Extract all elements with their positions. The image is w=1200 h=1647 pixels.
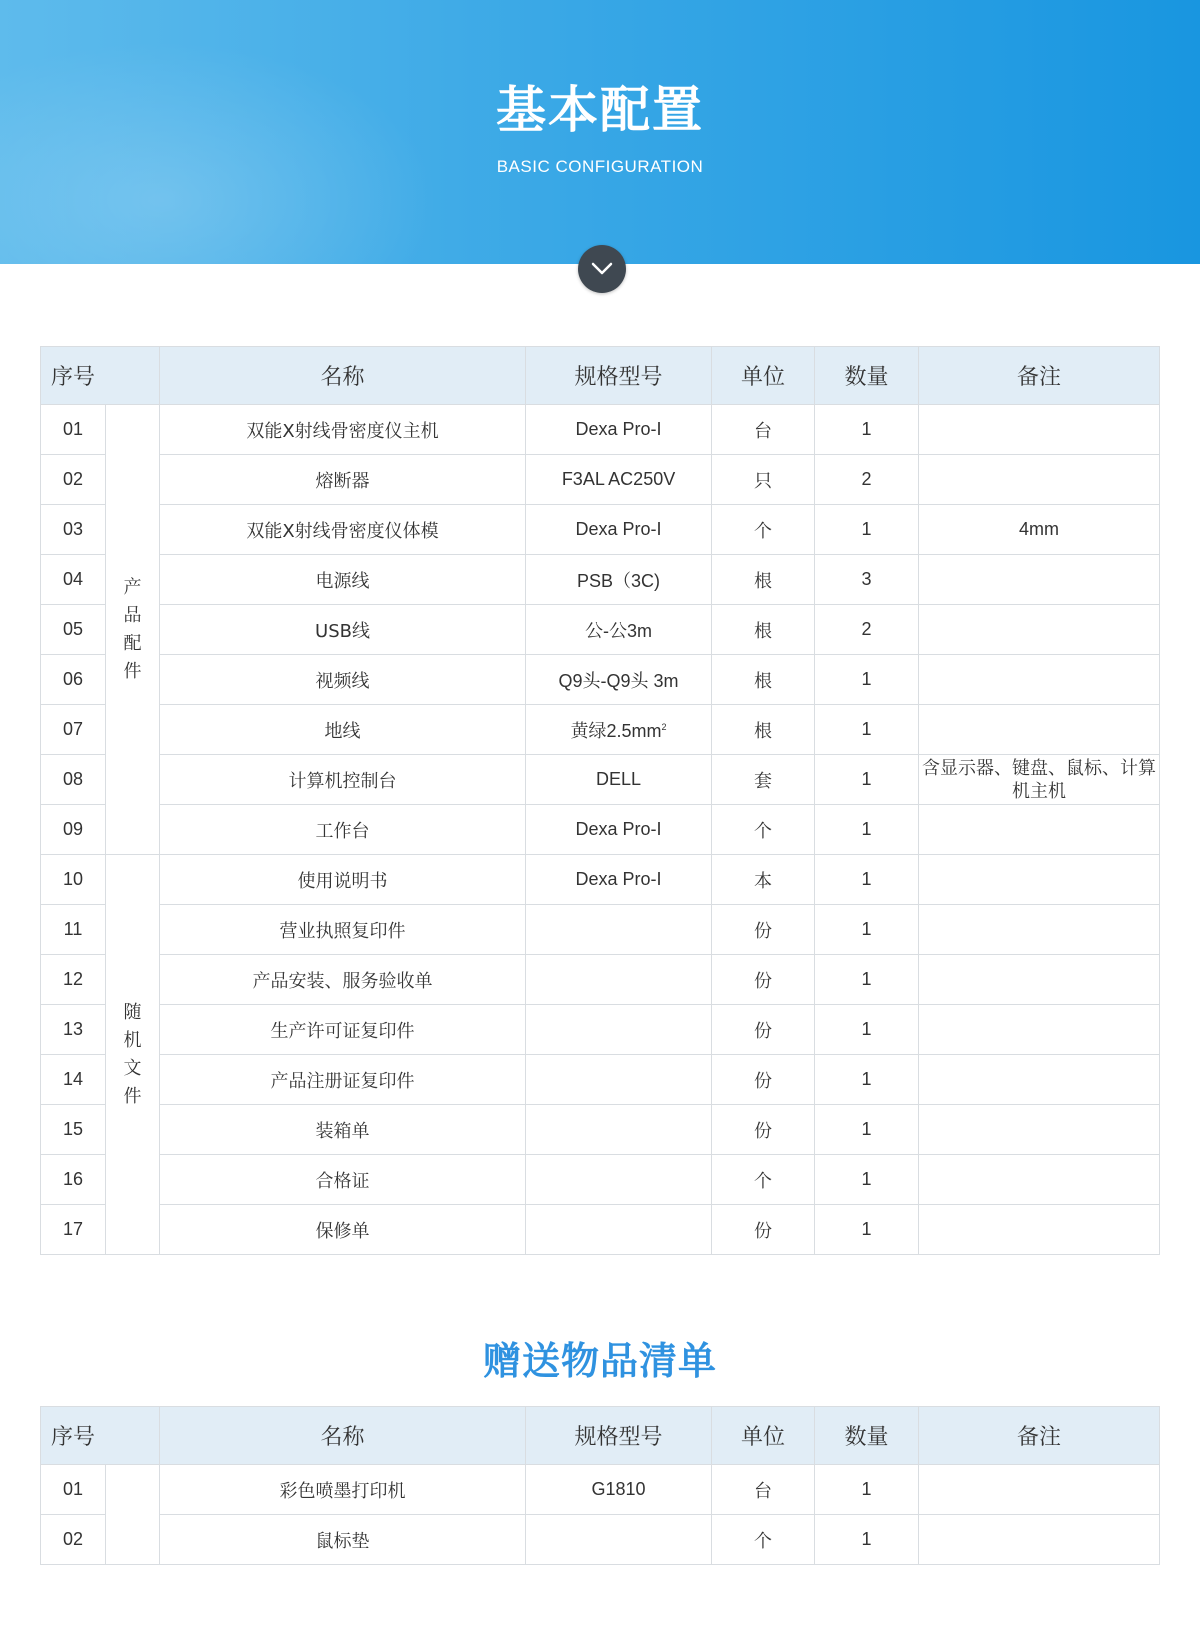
item-remark — [919, 1055, 1160, 1105]
item-unit: 根 — [712, 655, 815, 705]
item-qty: 1 — [815, 1005, 919, 1055]
item-qty: 1 — [815, 1105, 919, 1155]
item-qty: 2 — [815, 605, 919, 655]
table-row — [41, 505, 1160, 555]
table-row — [41, 405, 1160, 455]
item-unit: 个 — [712, 1155, 815, 1205]
item-unit: 根 — [712, 555, 815, 605]
col-header-no: 序号 — [41, 1407, 160, 1465]
row-number: 05 — [41, 605, 106, 655]
row-number: 02 — [41, 455, 106, 505]
basic-config-table — [40, 346, 1160, 1255]
group-label-text: 产品配件 — [123, 576, 142, 682]
item-name: 产品注册证复印件 — [160, 1055, 526, 1105]
item-remark — [919, 855, 1160, 905]
item-spec — [526, 405, 712, 455]
item-qty: 1 — [815, 905, 919, 955]
item-remark — [919, 1105, 1160, 1155]
item-name: 视频线 — [160, 655, 526, 705]
row-number: 12 — [41, 955, 106, 1005]
item-remark — [919, 405, 1160, 455]
table-row — [41, 1205, 1160, 1255]
col-header-qty: 数量 — [815, 347, 919, 405]
table-row — [41, 1105, 1160, 1155]
item-spec — [526, 605, 712, 655]
item-remark — [919, 1465, 1160, 1515]
item-spec-text: Dexa Pro-I — [575, 819, 662, 839]
row-number: 14 — [41, 1055, 106, 1105]
col-header-no: 序号 — [41, 347, 160, 405]
item-unit: 个 — [712, 805, 815, 855]
item-qty: 1 — [815, 705, 919, 755]
item-unit: 台 — [712, 1465, 815, 1515]
table-row — [41, 705, 1160, 755]
item-spec — [526, 1205, 712, 1255]
item-spec-text: G1810 — [591, 1479, 646, 1499]
item-remark — [919, 1005, 1160, 1055]
item-remark — [919, 905, 1160, 955]
table-row — [41, 605, 1160, 655]
item-qty: 1 — [815, 505, 919, 555]
item-name: 双能X射线骨密度仪主机 — [160, 405, 526, 455]
col-header-unit: 单位 — [712, 1407, 815, 1465]
item-unit: 根 — [712, 705, 815, 755]
row-number: 07 — [41, 705, 106, 755]
item-name: 电源线 — [160, 555, 526, 605]
item-spec-superscript: 2 — [661, 721, 667, 732]
page-title: 基本配置 — [496, 81, 704, 139]
item-qty: 1 — [815, 1205, 919, 1255]
item-name: 熔断器 — [160, 455, 526, 505]
item-remark — [919, 1515, 1160, 1565]
col-header-remark: 备注 — [919, 347, 1160, 405]
item-spec-text: PSB（3C) — [577, 570, 661, 591]
item-remark — [919, 555, 1160, 605]
item-remark — [919, 1155, 1160, 1205]
table-row — [41, 455, 1160, 505]
table-row — [41, 755, 1160, 805]
item-spec — [526, 1055, 712, 1105]
row-number: 16 — [41, 1155, 106, 1205]
item-spec — [526, 955, 712, 1005]
item-unit: 本 — [712, 855, 815, 905]
item-remark: 4mm — [919, 505, 1160, 555]
row-number: 02 — [41, 1515, 106, 1565]
item-qty: 1 — [815, 955, 919, 1005]
item-spec — [526, 1465, 712, 1515]
item-qty: 1 — [815, 805, 919, 855]
row-number: 06 — [41, 655, 106, 705]
group-label-text: 随机文件 — [123, 1001, 142, 1107]
item-spec-text: DELL — [596, 769, 642, 789]
item-spec — [526, 505, 712, 555]
item-spec — [526, 1105, 712, 1155]
row-group-label — [106, 405, 160, 855]
gift-section-title: 赠送物品清单 — [482, 1339, 717, 1383]
gift-list-table — [40, 1406, 1160, 1565]
item-spec — [526, 455, 712, 505]
item-qty: 3 — [815, 555, 919, 605]
item-spec — [526, 705, 712, 755]
item-remark — [919, 705, 1160, 755]
item-spec — [526, 755, 712, 805]
table-header-row — [41, 347, 1160, 405]
item-spec — [526, 805, 712, 855]
item-spec-text: 黄绿2.5mm — [570, 720, 662, 741]
item-unit: 套 — [712, 755, 815, 805]
item-name: 使用说明书 — [160, 855, 526, 905]
table-row — [41, 555, 1160, 605]
item-remark: 含显示器、键盘、鼠标、计算机主机 — [919, 755, 1160, 805]
item-qty: 1 — [815, 1055, 919, 1105]
item-unit: 根 — [712, 605, 815, 655]
item-spec-text: F3AL AC250V — [561, 469, 676, 489]
row-number: 08 — [41, 755, 106, 805]
item-name: 装箱单 — [160, 1105, 526, 1155]
item-spec-text: Q9头-Q9头 3m — [558, 670, 679, 691]
scroll-down-button[interactable] — [578, 245, 626, 293]
col-header-spec: 规格型号 — [526, 347, 712, 405]
item-name: 彩色喷墨打印机 — [160, 1465, 526, 1515]
item-remark — [919, 955, 1160, 1005]
item-spec — [526, 855, 712, 905]
col-header-unit: 单位 — [712, 347, 815, 405]
item-name: 双能X射线骨密度仪体模 — [160, 505, 526, 555]
item-unit: 份 — [712, 955, 815, 1005]
table-row — [41, 805, 1160, 855]
item-unit: 个 — [712, 505, 815, 555]
item-spec-text: Dexa Pro-I — [575, 869, 662, 889]
item-qty: 2 — [815, 455, 919, 505]
item-unit: 份 — [712, 905, 815, 955]
row-number: 17 — [41, 1205, 106, 1255]
item-qty: 1 — [815, 1465, 919, 1515]
col-header-qty: 数量 — [815, 1407, 919, 1465]
row-number: 11 — [41, 905, 106, 955]
item-qty: 1 — [815, 755, 919, 805]
item-unit: 只 — [712, 455, 815, 505]
table-header-row — [41, 1407, 1160, 1465]
table-row — [41, 1155, 1160, 1205]
item-qty: 1 — [815, 1155, 919, 1205]
row-number: 15 — [41, 1105, 106, 1155]
header-banner — [0, 0, 1200, 264]
table-row — [41, 1515, 1160, 1565]
item-qty: 1 — [815, 855, 919, 905]
row-number: 10 — [41, 855, 106, 905]
row-number: 01 — [41, 405, 106, 455]
item-name: 鼠标垫 — [160, 1515, 526, 1565]
item-name: 地线 — [160, 705, 526, 755]
item-spec-text: Dexa Pro-I — [575, 419, 662, 439]
table-row — [41, 1055, 1160, 1105]
item-spec — [526, 655, 712, 705]
item-unit: 份 — [712, 1105, 815, 1155]
item-qty: 1 — [815, 655, 919, 705]
item-remark — [919, 1205, 1160, 1255]
item-name: 产品安装、服务验收单 — [160, 955, 526, 1005]
row-group-label — [106, 1465, 160, 1565]
item-spec-text: Dexa Pro-I — [575, 519, 662, 539]
item-remark — [919, 605, 1160, 655]
item-remark — [919, 805, 1160, 855]
item-unit: 台 — [712, 405, 815, 455]
item-name: 工作台 — [160, 805, 526, 855]
item-spec — [526, 1155, 712, 1205]
item-remark — [919, 455, 1160, 505]
item-unit: 份 — [712, 1005, 815, 1055]
row-number: 09 — [41, 805, 106, 855]
col-header-spec: 规格型号 — [526, 1407, 712, 1465]
col-header-name: 名称 — [160, 347, 526, 405]
item-spec — [526, 1005, 712, 1055]
table-row — [41, 905, 1160, 955]
item-name: 计算机控制台 — [160, 755, 526, 805]
item-qty: 1 — [815, 1515, 919, 1565]
item-spec-text: 公-公3m — [585, 620, 653, 641]
item-unit: 个 — [712, 1515, 815, 1565]
row-number: 01 — [41, 1465, 106, 1515]
page-subtitle: BASIC CONFIGURATION — [496, 157, 704, 176]
item-name: 营业执照复印件 — [160, 905, 526, 955]
item-unit: 份 — [712, 1055, 815, 1105]
table-row — [41, 1005, 1160, 1055]
row-number: 04 — [41, 555, 106, 605]
chevron-down-icon — [591, 262, 613, 276]
table-row — [41, 1465, 1160, 1515]
item-spec — [526, 905, 712, 955]
item-spec — [526, 555, 712, 605]
col-header-remark: 备注 — [919, 1407, 1160, 1465]
row-group-label — [106, 855, 160, 1255]
item-name: USB线 — [160, 605, 526, 655]
table-row — [41, 855, 1160, 905]
row-number: 13 — [41, 1005, 106, 1055]
item-name: 保修单 — [160, 1205, 526, 1255]
item-spec — [526, 1515, 712, 1565]
item-name: 合格证 — [160, 1155, 526, 1205]
item-unit: 份 — [712, 1205, 815, 1255]
col-header-name: 名称 — [160, 1407, 526, 1465]
table-row — [41, 955, 1160, 1005]
item-qty: 1 — [815, 405, 919, 455]
item-remark — [919, 655, 1160, 705]
row-number: 03 — [41, 505, 106, 555]
table-row — [41, 655, 1160, 705]
item-name: 生产许可证复印件 — [160, 1005, 526, 1055]
